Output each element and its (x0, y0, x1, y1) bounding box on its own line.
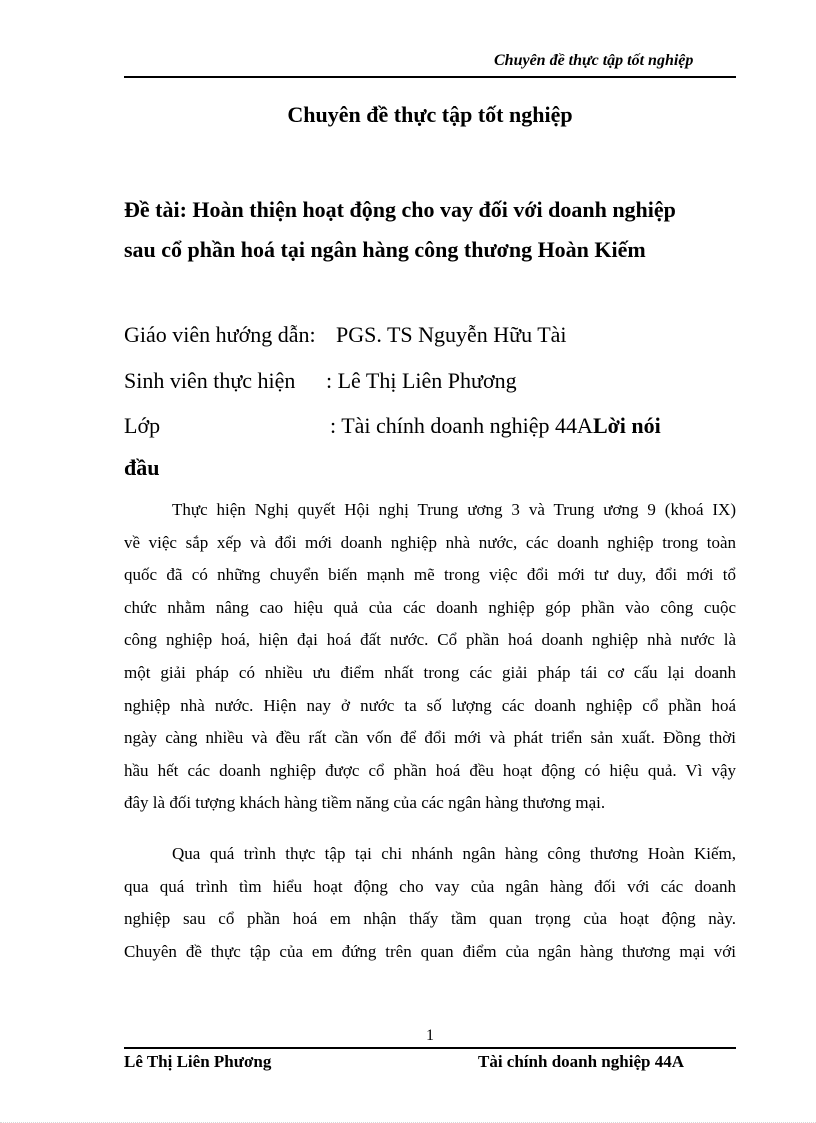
advisor-row (124, 322, 567, 348)
paragraph-line: hầu hết các doanh nghiệp được cổ phần hoá đều hoạt động có hiệu quả. Vì vậy (124, 760, 736, 780)
advisor-label: Giáo viên hướng dẫn: (124, 322, 316, 347)
preface-heading-part2: đầu (124, 455, 160, 480)
page-number: 1 (426, 1027, 434, 1044)
paragraph-line: công nghiệp hoá, hiện đại hoá đất nước. Cổ phần hoá doanh nghiệp nhà nước là (124, 630, 736, 650)
document-title: Chuyên đề thực tập tốt nghiệp (287, 102, 573, 127)
class-label: Lớp (124, 413, 161, 438)
paragraph-line: Thực hiện Nghị quyết Hội nghị Trung ương 3 và Trung ương 9 (khoá IX) (172, 500, 736, 519)
student-row (124, 368, 517, 394)
paragraph-line: Chuyên đề thực tập của em đứng trên quan điểm của ngân hàng thương mại với (124, 941, 736, 961)
paragraph-line: một giải pháp có nhiều ưu điểm nhất trong các giải pháp tái cơ cấu lại doanh (124, 662, 736, 682)
paragraph-line: ngày càng nhiều và đều rất cần vốn để đổi mới và phát triển sản xuất. Đồng thời (124, 728, 736, 748)
advisor-value: PGS. TS Nguyễn Hữu Tài (336, 322, 567, 347)
student-value: : Lê Thị Liên Phương (326, 368, 517, 393)
paragraph-2 (124, 838, 736, 968)
paragraph-1 (124, 494, 736, 820)
paragraph-line: Qua quá trình thực tập tại chi nhánh ngân hàng công thương Hoàn Kiếm, (172, 844, 736, 863)
paragraph-line: chức nhằm nâng cao hiệu quả của các doanh nghiệp góp phần vào công cuộc (124, 597, 736, 617)
topic-block (124, 190, 736, 270)
paragraph-line: về việc sắp xếp và đổi mới doanh nghiệp nhà nước, các doanh nghiệp trong toàn (124, 532, 736, 552)
running-header: Chuyên đề thực tập tốt nghiệp (494, 52, 694, 69)
header-rule (124, 76, 736, 78)
student-label: Sinh viên thực hiện (124, 368, 296, 393)
footer-author: Lê Thị Liên Phương (124, 1052, 272, 1071)
footer-class: Tài chính doanh nghiệp 44A (478, 1052, 684, 1071)
paragraph-line: nghiệp nhà nước. Hiện nay ở nước ta số lượng các doanh nghiệp cổ phần hoá (124, 695, 736, 715)
paragraph-line: đây là đối tượng khách hàng tiềm năng của các ngân hàng thương mại. (124, 793, 606, 813)
class-row (124, 413, 661, 439)
topic-line-1: Đề tài: Hoàn thiện hoạt động cho vay đối với doanh nghiệp (124, 197, 676, 222)
footer-rule (124, 1047, 736, 1049)
class-value-group (330, 413, 661, 439)
class-value: : Tài chính doanh nghiệp 44A (330, 413, 593, 438)
paragraph-line: qua quá trình tìm hiểu hoạt động cho vay của ngân hàng đối với các doanh (124, 876, 736, 896)
paragraph-line: quốc đã có những chuyển biến mạnh mẽ trong việc đổi mới tư duy, đổi mới tổ (124, 565, 736, 585)
paragraph-line: nghiệp sau cổ phần hoá em nhận thấy tầm quan trọng của hoạt động này. (124, 909, 736, 929)
preface-heading-part1: Lời nói (592, 413, 661, 438)
topic-line-2: sau cổ phần hoá tại ngân hàng công thương Hoàn Kiếm (124, 237, 646, 262)
